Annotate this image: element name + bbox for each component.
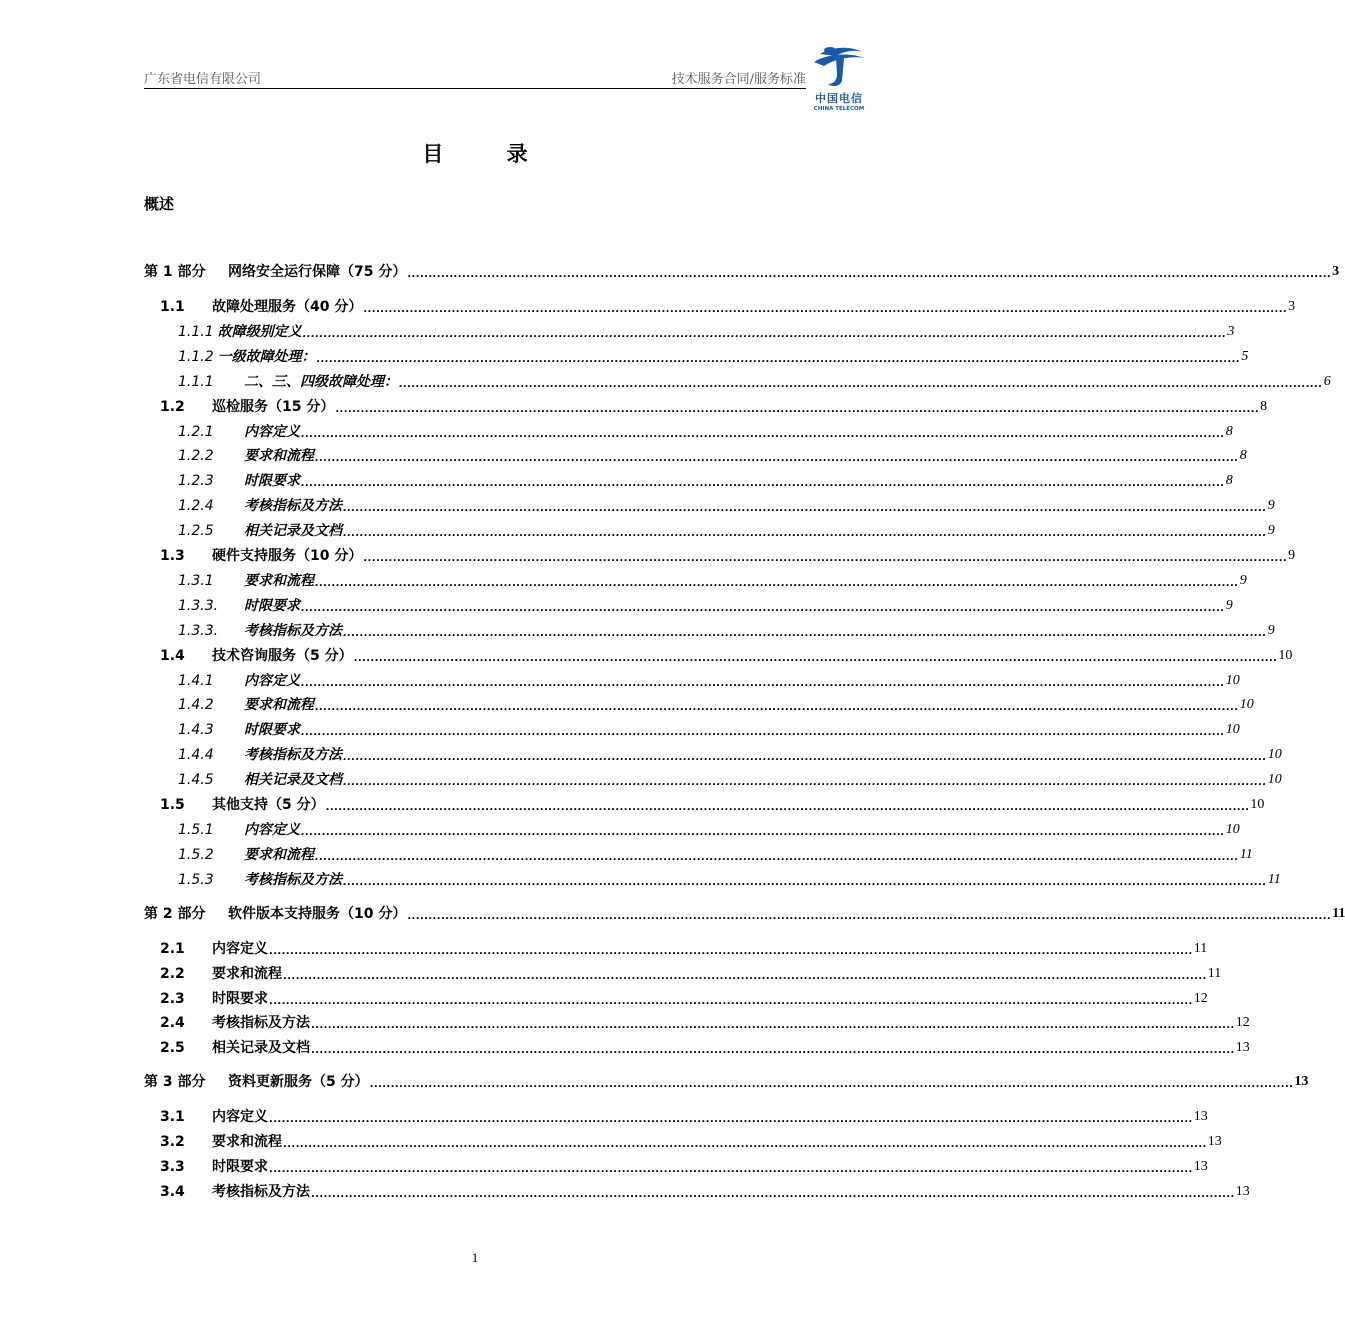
toc-entry-number: 1.1.1: [178, 323, 214, 340]
telecom-swirl-icon: [806, 40, 872, 90]
toc-entry-page: 9: [1239, 572, 1247, 588]
toc-entry-number: 2.5: [160, 1040, 185, 1057]
toc-entry-page: 10: [1225, 672, 1240, 688]
toc-entry-number: 2.1: [160, 940, 185, 957]
toc-entry-page: 8: [1225, 423, 1233, 439]
toc-leader-dots: ............................................................................................................................................................................................................................: [301, 677, 1225, 689]
toc-entry[interactable]: [144, 820, 1240, 840]
logo-english-text: CHINA TELECOM: [813, 106, 865, 112]
toc-leader-dots: ............................................................................................................................................................................................................................: [363, 304, 1288, 315]
toc-entry[interactable]: [144, 596, 1233, 616]
toc-leader-dots: ............................................................................................................................................................................................................................: [343, 876, 1267, 888]
toc-entry-page: 10: [1225, 821, 1240, 837]
toc-leader-dots: ............................................................................................................................................................................................................................: [353, 652, 1278, 664]
toc-entry-title: 故障级别定义: [217, 323, 302, 340]
toc-leader-dots: ............................................................................................................................................................................................................................: [301, 428, 1225, 440]
toc-entry-number: 1.2.1: [178, 423, 214, 440]
toc-entry-page: 8: [1225, 473, 1233, 489]
toc-entry-title: 一级故障处理：: [217, 348, 316, 365]
toc-entry-page: 11: [1207, 965, 1222, 981]
toc-entry-number: 1.2.5: [178, 523, 214, 540]
toc-entry-page: 5: [1241, 348, 1249, 364]
toc-entry-page: 12: [1235, 1015, 1250, 1031]
toc-entry-title: 网络安全运行保障（75 分）: [228, 264, 407, 280]
toc-entry[interactable]: [144, 770, 1282, 790]
toc-entry-title: 硬件支持服务（10 分）: [212, 548, 363, 564]
toc-entry-number: 1.5.1: [178, 821, 214, 838]
toc-leader-dots: ............................................................................................................................................................................................................................: [399, 378, 1323, 390]
toc-entry-page: 13: [1207, 1134, 1222, 1150]
toc-entry-number: 1.4.4: [178, 747, 214, 764]
toc-leader-dots: ............................................................................................................................................................................................................................: [302, 328, 1227, 340]
toc-entry-number: 3.3: [160, 1159, 185, 1176]
toc-entry-page: 6: [1323, 373, 1331, 389]
toc-entry-number: 1.2.4: [178, 498, 214, 515]
toc-entry-number: 1.3.3.: [178, 622, 219, 639]
toc-entry-title: 时限要求: [212, 990, 268, 1007]
toc-leader-dots: ............................................................................................................................................................................................................................: [315, 577, 1239, 589]
toc-entry[interactable]: [144, 347, 1249, 367]
toc-entry-page: 9: [1225, 597, 1233, 613]
toc-entry-title: 相关记录及文档: [212, 1040, 310, 1057]
page-header: [144, 66, 806, 89]
toc-leader-dots: ............................................................................................................................................................................................................................: [301, 478, 1225, 490]
page-title: 目 录: [422, 142, 556, 166]
toc-entry-number: 第 3 部分: [144, 1074, 206, 1091]
toc-entry[interactable]: [144, 671, 1240, 691]
toc-entry-title: 时限要求: [212, 1159, 268, 1176]
toc-entry-title: 要求和流程: [244, 846, 314, 863]
toc-entry-title: 要求和流程: [212, 965, 282, 982]
toc-entry-title: 故障处理服务（40 分）: [212, 299, 363, 315]
toc-entry-page: 9: [1267, 498, 1275, 514]
toc-entry[interactable]: [144, 372, 1331, 392]
toc-entry[interactable]: [144, 720, 1240, 740]
toc-entry[interactable]: [144, 471, 1233, 491]
toc-entry-page: 10: [1225, 722, 1240, 738]
toc-entry-number: 1.5.3: [178, 871, 214, 888]
toc-entry[interactable]: [144, 1132, 1222, 1152]
toc-entry[interactable]: [144, 939, 1208, 959]
toc-entry[interactable]: [144, 1072, 1309, 1092]
toc-entry-number: 1.2.3: [178, 473, 214, 490]
toc-entry-number: 1.1.2: [178, 348, 214, 365]
toc-entry-page: 11: [1332, 905, 1345, 921]
toc-entry-page: 3: [1227, 323, 1235, 339]
toc-entry[interactable]: [144, 695, 1254, 715]
toc-entry-number: 1.4.5: [178, 772, 214, 789]
toc-entry-page: 13: [1193, 1109, 1208, 1125]
toc-entry[interactable]: [144, 845, 1253, 865]
toc-entry-number: 1.4.1: [178, 672, 214, 689]
toc-entry[interactable]: [144, 546, 1296, 566]
toc-entry[interactable]: [144, 397, 1268, 417]
toc-entry[interactable]: [144, 322, 1235, 342]
toc-entry-number: 1.4.3: [178, 722, 214, 739]
toc-entry-title: 要求和流程: [244, 697, 314, 714]
toc-leader-dots: ............................................................................................................................................................................................................................: [301, 826, 1225, 838]
toc-entry[interactable]: [144, 646, 1293, 666]
toc-entry[interactable]: [144, 870, 1281, 890]
logo-chinese-text: 中国电信: [815, 92, 863, 105]
toc-entry-page: 8: [1260, 398, 1268, 414]
toc-entry-page: 13: [1193, 1159, 1208, 1175]
toc-entry-title: 考核指标及方法: [244, 622, 342, 639]
toc-entry[interactable]: [144, 446, 1247, 466]
toc-entry-title: 时限要求: [244, 597, 300, 614]
toc-entry-page: 10: [1278, 647, 1293, 663]
header-company: 广东省电信有限公司: [144, 72, 262, 87]
toc-entry-title: 内容定义: [244, 423, 300, 440]
toc-entry-title: 时限要求: [244, 722, 300, 739]
toc-entry[interactable]: [144, 297, 1296, 317]
toc-entry-page: 3: [1332, 264, 1340, 279]
toc-entry-title: 考核指标及方法: [244, 871, 342, 888]
toc-entry[interactable]: [144, 745, 1282, 765]
toc-entry[interactable]: [144, 262, 1340, 282]
toc-entry-title: 巡检服务（15 分）: [212, 398, 335, 415]
toc-entry-page: 13: [1294, 1074, 1309, 1090]
toc-entry-page: 13: [1235, 1040, 1250, 1056]
toc-entry-page: 11: [1193, 940, 1208, 956]
toc-entry-title: 考核指标及方法: [244, 498, 342, 515]
toc-leader-dots: ............................................................................................................................................................................................................................: [269, 1114, 1193, 1126]
toc-leader-dots: ............................................................................................................................................................................................................................: [283, 1139, 1207, 1151]
toc-entry-number: 1.1: [160, 299, 185, 315]
toc-entry-page: 9: [1288, 548, 1296, 563]
toc-entry-page: 9: [1267, 523, 1275, 539]
toc-leader-dots: ............................................................................................................................................................................................................................: [343, 752, 1267, 764]
toc-entry[interactable]: [144, 1013, 1250, 1033]
toc-leader-dots: ............................................................................................................................................................................................................................: [316, 353, 1241, 365]
toc-entry-number: 1.4: [160, 647, 185, 664]
toc-entry[interactable]: [144, 496, 1275, 516]
toc-leader-dots: ............................................................................................................................................................................................................................: [343, 503, 1267, 515]
toc-entry-page: 10: [1239, 697, 1254, 713]
toc-entry-page: 11: [1267, 871, 1281, 887]
toc-leader-dots: ............................................................................................................................................................................................................................: [335, 403, 1260, 415]
toc-entry[interactable]: [144, 571, 1247, 591]
toc-entry-page: 12: [1193, 990, 1208, 1006]
overview-heading: 概述: [144, 195, 175, 213]
toc-leader-dots: ............................................................................................................................................................................................................................: [315, 453, 1239, 465]
toc-leader-dots: ............................................................................................................................................................................................................................: [311, 1020, 1235, 1032]
toc-entry-number: 1.5: [160, 797, 185, 813]
toc-entry-title: 考核指标及方法: [212, 1184, 310, 1200]
toc-entry-page: 10: [1267, 747, 1282, 763]
toc-entry-title: 考核指标及方法: [212, 1015, 310, 1032]
toc-leader-dots: ............................................................................................................................................................................................................................: [343, 777, 1267, 789]
toc-entry-number: 3.2: [160, 1134, 185, 1151]
toc-entry-number: 1.3: [160, 548, 185, 564]
toc-leader-dots: ............................................................................................................................................................................................................................: [301, 727, 1225, 739]
toc-entry-title: 内容定义: [212, 1109, 268, 1126]
header-doc-type: 技术服务合同/服务标准: [671, 72, 806, 87]
toc-entry-title: 相关记录及文档: [244, 772, 342, 789]
toc-entry[interactable]: [144, 422, 1233, 442]
toc-entry[interactable]: [144, 621, 1275, 641]
china-telecom-logo: [806, 40, 872, 118]
toc-entry[interactable]: [144, 1107, 1208, 1127]
toc-entry[interactable]: [144, 795, 1265, 815]
toc-entry-title: 要求和流程: [244, 572, 314, 589]
toc-entry-title: 内容定义: [244, 821, 300, 838]
toc-entry-number: 1.3.1: [178, 572, 214, 589]
toc-entry-page: 11: [1239, 846, 1253, 862]
toc-leader-dots: ............................................................................................................................................................................................................................: [269, 1164, 1193, 1176]
toc-leader-dots: ............................................................................................................................................................................................................................: [269, 945, 1193, 957]
toc-entry-title: 考核指标及方法: [244, 747, 342, 764]
toc-entry-page: 9: [1267, 622, 1275, 638]
toc-leader-dots: ............................................................................................................................................................................................................................: [315, 851, 1239, 863]
toc-entry-number: 1.1.1: [178, 373, 214, 390]
toc-leader-dots: ............................................................................................................................................................................................................................: [407, 269, 1332, 280]
toc-entry-number: 3.1: [160, 1109, 185, 1126]
toc-entry-title: 相关记录及文档: [244, 523, 342, 540]
toc-entry-number: 2.4: [160, 1015, 185, 1032]
toc-entry-title: 时限要求: [244, 473, 300, 490]
toc-entry-number: 2.2: [160, 965, 185, 982]
toc-leader-dots: ............................................................................................................................................................................................................................: [407, 910, 1332, 922]
toc-entry[interactable]: [144, 1157, 1208, 1177]
toc-entry-page: 13: [1235, 1184, 1250, 1199]
toc-entry-title: 其他支持（5 分）: [212, 797, 325, 813]
toc-entry-title: 内容定义: [212, 940, 268, 957]
toc-entry-page: 10: [1267, 772, 1282, 788]
toc-entry-number: 第 1 部分: [144, 264, 206, 280]
toc-entry-number: 1.5.2: [178, 846, 214, 863]
toc-entry[interactable]: [144, 521, 1275, 541]
toc-leader-dots: ............................................................................................................................................................................................................................: [269, 995, 1193, 1007]
toc-entry-title: 要求和流程: [212, 1134, 282, 1151]
toc-entry-title: 技术咨询服务（5 分）: [212, 647, 353, 664]
toc-entry-page: 3: [1288, 299, 1296, 314]
toc-entry[interactable]: [144, 989, 1208, 1009]
toc-entry-number: 第 2 部分: [144, 905, 206, 922]
toc-entry-number: 1.4.2: [178, 697, 214, 714]
toc-leader-dots: ............................................................................................................................................................................................................................: [311, 1189, 1235, 1200]
toc-leader-dots: ............................................................................................................................................................................................................................: [343, 627, 1267, 639]
toc-entry[interactable]: [144, 964, 1222, 984]
toc-entry-title: 资料更新服务（5 分）: [228, 1074, 369, 1091]
toc-entry[interactable]: [144, 904, 1345, 924]
toc-entry[interactable]: [144, 1038, 1250, 1058]
toc-entry-number: 1.2: [160, 398, 185, 415]
toc-leader-dots: ............................................................................................................................................................................................................................: [325, 802, 1250, 813]
toc-entry-number: 3.4: [160, 1184, 185, 1200]
toc-entry-number: 2.3: [160, 990, 185, 1007]
toc-entry[interactable]: [144, 1182, 1250, 1202]
toc-leader-dots: ............................................................................................................................................................................................................................: [301, 602, 1225, 614]
toc-leader-dots: ............................................................................................................................................................................................................................: [311, 1045, 1235, 1057]
toc-entry-title: 二、三、四级故障处理：: [244, 373, 398, 390]
page-number: 1: [471, 1250, 479, 1265]
toc-leader-dots: ............................................................................................................................................................................................................................: [315, 702, 1239, 714]
toc-leader-dots: ............................................................................................................................................................................................................................: [283, 970, 1207, 982]
toc-leader-dots: ............................................................................................................................................................................................................................: [343, 528, 1267, 540]
toc-entry-page: 10: [1250, 797, 1265, 812]
toc-entry-title: 软件版本支持服务（10 分）: [228, 905, 407, 922]
toc-entry-title: 内容定义: [244, 672, 300, 689]
toc-entry-number: 1.2.2: [178, 448, 214, 465]
toc-entry-title: 要求和流程: [244, 448, 314, 465]
toc-leader-dots: ............................................................................................................................................................................................................................: [363, 553, 1288, 564]
toc-entry-number: 1.3.3.: [178, 597, 219, 614]
toc-leader-dots: ............................................................................................................................................................................................................................: [369, 1079, 1294, 1091]
toc-entry-page: 8: [1239, 448, 1247, 464]
